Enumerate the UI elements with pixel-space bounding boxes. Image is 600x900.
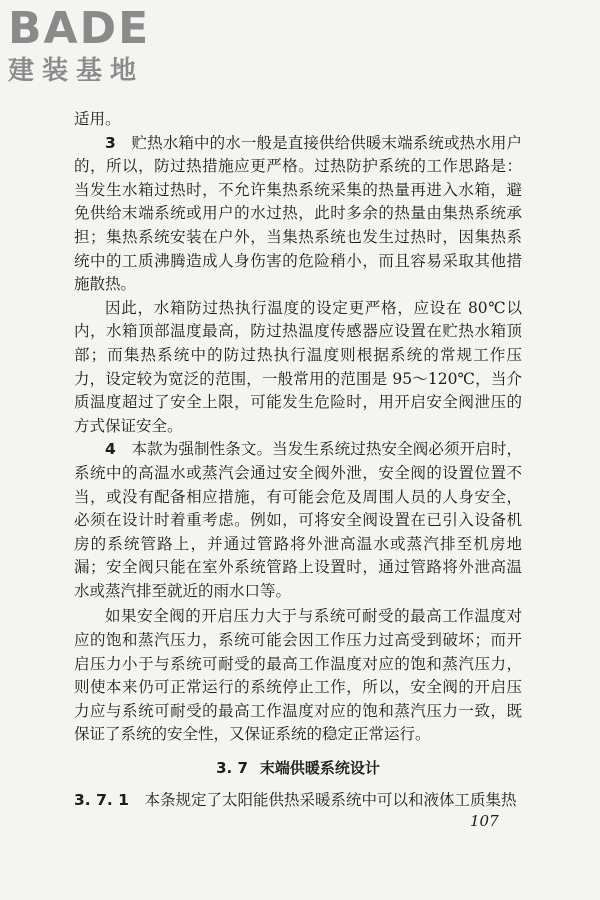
- section-title: 末端供暖系统设计: [259, 759, 380, 778]
- paragraph-text: 贮热水箱中的水一般是直接供给供暖末端系统或热水用户的，所以，防过热措施应更严格。过热防护系统的工作思路是：当发生水箱过热时，不允许集热系统采集的热量再进入水箱，避免供给末端系统或用户的水过热，此时多余的热量由集热系统承担；集热系统安装在户外，当集热系统也发生过热时，因集热系统中的工质沸腾造成人身伤害的危险稍小，而且容易采取其他措施散热。: [74, 133, 522, 294]
- page-number: 107: [470, 812, 499, 830]
- paragraph-item-4: [74, 438, 522, 603]
- paragraph-continuation: 适用。: [74, 110, 121, 128]
- logo-subtitle: 建装基地: [8, 56, 145, 86]
- clause-paragraph: [74, 789, 522, 813]
- section-heading: [74, 757, 522, 781]
- clause-text: 本条规定了太阳能供热采暖系统中可以和液体工质集热: [144, 790, 517, 809]
- item-number: 4: [105, 440, 116, 459]
- item-number: 3: [105, 133, 116, 152]
- logo-title: BADE: [8, 3, 151, 54]
- paragraph-item-3: [74, 132, 522, 297]
- paragraph-text: 本款为强制性条文。当发生系统过热安全阀必须开启时，系统中的高温水或蒸汽会通过安全阀外泄，安全阀的设置位置不当，或没有配备相应措施，有可能会危及周围人员的人身安全，必须在设计时着重考虑。例如，可将安全阀设置在已引入设备机房的系统管路上，并通过管路将外泄高温水或蒸汽排至机房地漏；安全阀只能在室外系统管路上设置时，通过管路将外泄高温水或蒸汽排至就近的雨水口等。: [74, 440, 522, 600]
- section-number: 3. 7: [216, 759, 248, 778]
- document-body: [74, 108, 522, 812]
- paragraph-safety-valve: 如果安全阀的开启压力大于与系统可耐受的最高工作温度对应的饱和蒸汽压力，系统可能会因工作压力过高受到破坏；而开启压力小于与系统可耐受的最高工作温度对应的饱和蒸汽压力，则使本来仍可正常运行的系统停止工作，所以，安全阀的开启压力应与系统可耐受的最高工作温度对应的饱和蒸汽压力一致，既保证了系统的安全性，又保证系统的稳定正常运行。: [74, 607, 522, 744]
- logo: [8, 3, 178, 86]
- clause-number: 3. 7. 1: [74, 790, 129, 809]
- paragraph-therefore: 因此，水箱防过热执行温度的设定更严格，应设在 80℃以内，水箱顶部温度最高，防过热温度传感器应设置在贮热水箱顶部；而集热系统中的防过热执行温度则根据系统的常规工作压力，设定较为宽泛的范围，一般常用的范围是 95～120℃，当介质温度超过了安全上限，可能发生危险时，用开启安全阀泄压的方式保证安全。: [74, 298, 522, 435]
